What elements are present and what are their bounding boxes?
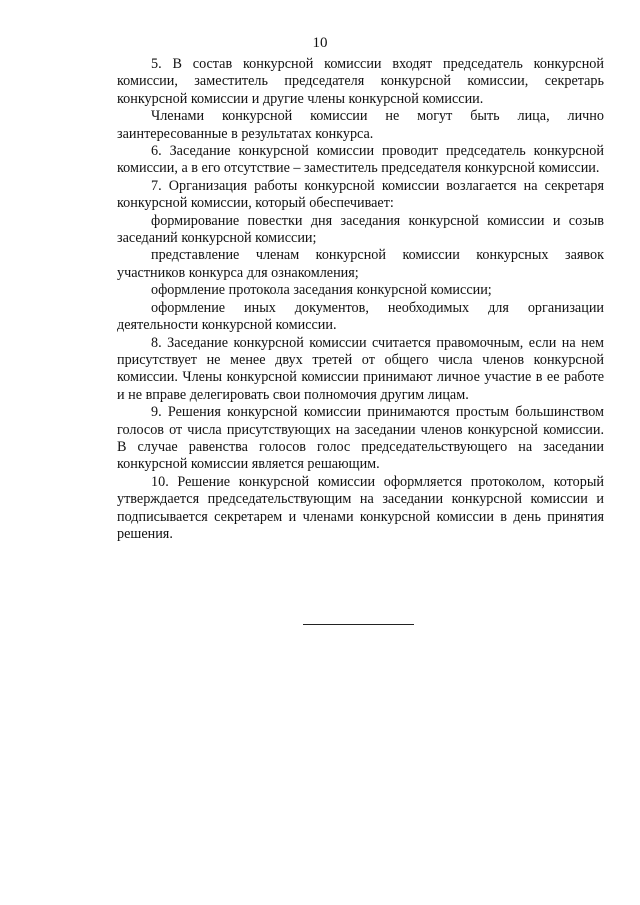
paragraph-9: 9. Решения конкурсной комиссии принимаются простым большинством голосов от числа присутствующих на заседании членов конкурсной комиссии. В случае равенства голосов голос председательствующего на заседании конкурсной комиссии является решающим.	[117, 404, 604, 473]
document-body	[117, 56, 604, 543]
paragraph-7-item-documents: оформление иных документов, необходимых для организации деятельности конкурсной комиссии.	[117, 299, 604, 334]
paragraph-5-note: Членами конкурсной комиссии не могут быть лица, лично заинтересованные в результатах конкурса.	[117, 108, 604, 142]
paragraph-6: 6. Заседание конкурсной комиссии проводит председатель конкурсной комиссии, а в его отсутствие – заместитель председателя конкурсной комиссии.	[117, 143, 604, 177]
paragraph-7-item-protocol: оформление протокола заседания конкурсной комиссии;	[151, 282, 492, 299]
paragraph-7: 7. Организация работы конкурсной комиссии возлагается на секретаря конкурсной комиссии, который обеспечивает:	[117, 177, 604, 212]
paragraph-10: 10. Решение конкурсной комиссии оформляется протоколом, который утверждается председательствующим на заседании конкурсной комиссии и подписывается секретарем и членами конкурсной комиссии в день принятия решения.	[117, 473, 604, 542]
paragraph-5: 5. В состав конкурсной комиссии входят председатель конкурсной комиссии, заместитель председателя конкурсной комиссии, секретарь конкурсной комиссии и другие члены конкурсной комиссии.	[117, 56, 604, 107]
end-separator-line	[303, 624, 414, 625]
paragraph-7-item-applications: представление членам конкурсной комиссии конкурсных заявок участников конкурса для ознакомления;	[117, 247, 604, 281]
paragraph-8: 8. Заседание конкурсной комиссии считается правомочным, если на нем присутствует не менее двух третей от общего числа членов конкурсной комиссии. Члены конкурсной комиссии принимают личное участие в ее работе и не вправе делегировать свои полномочия другим лицам.	[117, 334, 604, 403]
paragraph-7-item-agenda: формирование повестки дня заседания конкурсной комиссии и созыв заседаний конкурсной комиссии;	[117, 212, 604, 247]
page-number: 10	[312, 35, 328, 51]
